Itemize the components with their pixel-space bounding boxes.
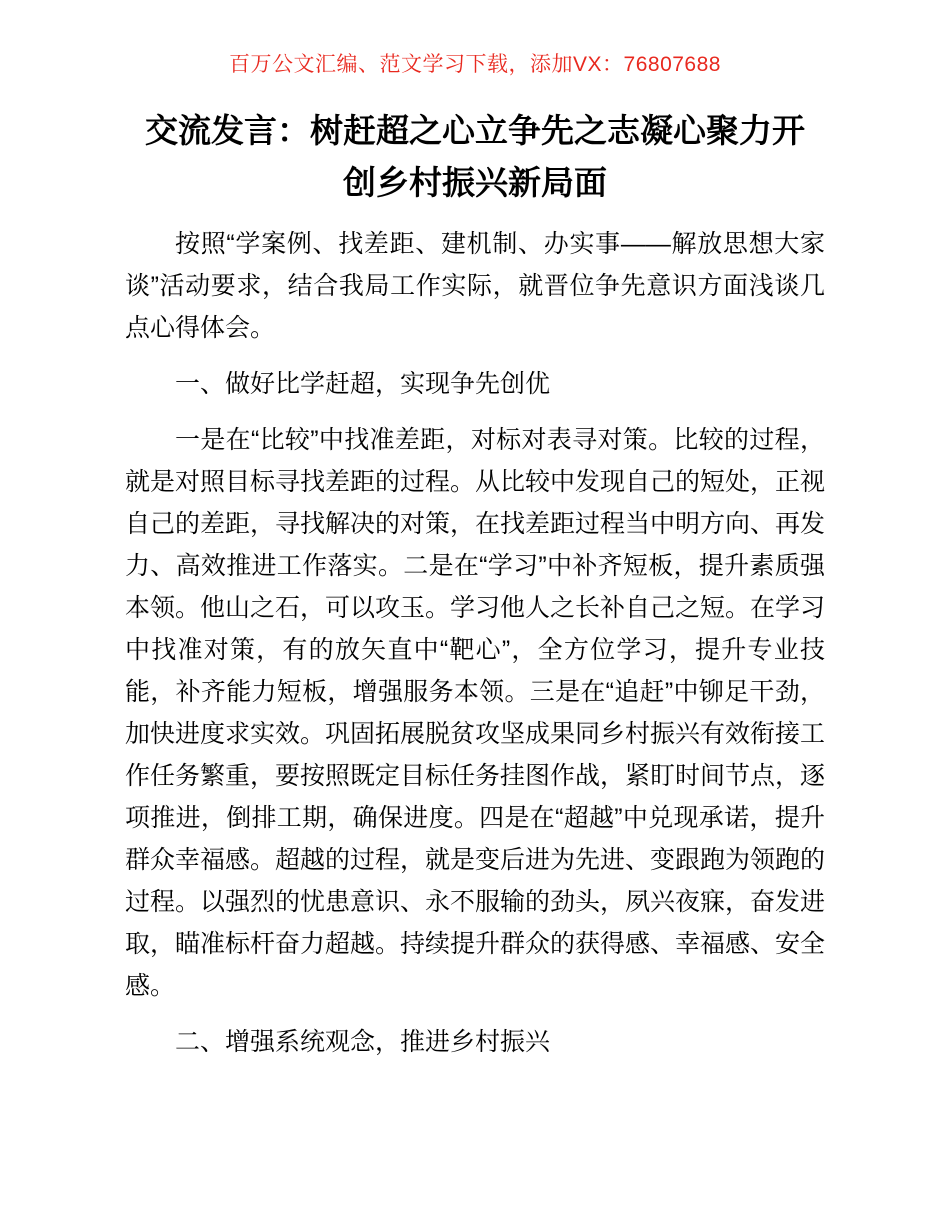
- document-title: [105, 105, 845, 209]
- document-title-line-2: 创乡村振兴新局面: [343, 164, 607, 201]
- section-heading-2: 二、增强系统观念，推进乡村振兴: [175, 1028, 551, 1056]
- document-title-line-1: 交流发言：树赶超之心立争先之志凝心聚力开: [145, 112, 805, 149]
- document-body: [125, 223, 825, 1063]
- section-1-paragraph: 一是在“比较”中找准差距，对标对表寻对策。比较的过程，就是对照目标寻找差距的过程。从比较中发现自己的短处，正视自己的差距，寻找解决的对策，在找差距过程当中明方向、再发力、高效推进工作落实。二是在“学习”中补齐短板，提升素质强本领。他山之石，可以攻玉。学习他人之长补自己之短。在学习中找准对策，有的放矢直中“靶心”，全方位学习，提升专业技能，补齐能力短板，增强服务本领。三是在“追赶”中铆足干劲，加快进度求实效。巩固拓展脱贫攻坚成果同乡村振兴有效衔接工作任务繁重，要按照既定目标任务挂图作战，紧盯时间节点，逐项推进，倒排工期，确保进度。四是在“超越”中兑现承诺，提升群众幸福感。超越的过程，就是变后进为先进、变跟跑为领跑的过程。以强烈的忧患意识、永不服输的劲头，夙兴夜寐，奋发进取，瞄准标杆奋力超越。持续提升群众的获得感、幸福感、安全感。: [125, 426, 826, 1000]
- promo-banner-text: 百万公文汇编、范文学习下载，添加VX：76807688: [229, 53, 721, 76]
- section-heading-1: 一、做好比学赶超，实现争先创优: [175, 370, 551, 398]
- intro-paragraph: 按照“学案例、找差距、建机制、办实事——解放思想大家谈”活动要求，结合我局工作实际，就晋位争先意识方面浅谈几点心得体会。: [125, 230, 825, 342]
